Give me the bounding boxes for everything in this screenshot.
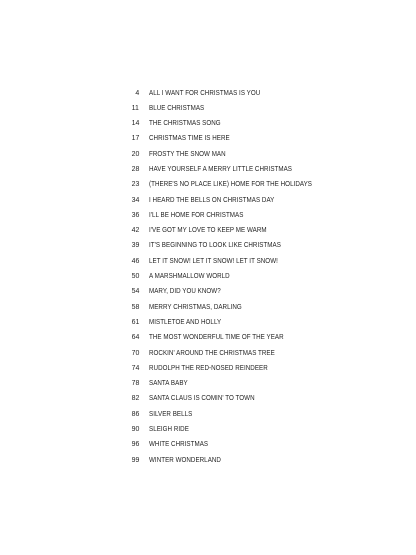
song-title: MISTLETOE AND HOLLY (149, 316, 222, 326)
song-title: I HEARD THE BELLS ON CHRISTMAS DAY (149, 194, 275, 204)
toc-entry (0, 100, 416, 115)
song-title: WHITE CHRISTMAS (149, 439, 209, 449)
page-number: 61 (131, 316, 139, 326)
song-title: I'LL BE HOME FOR CHRISTMAS (149, 209, 244, 219)
page-number: 23 (131, 179, 139, 189)
toc-entry (0, 345, 416, 360)
toc-entry (0, 406, 416, 421)
song-title: THE CHRISTMAS SONG (149, 118, 221, 128)
song-title: A MARSHMALLOW WORLD (149, 271, 230, 281)
page-number: 34 (131, 194, 139, 204)
song-title: SANTA CLAUS IS COMIN' TO TOWN (149, 393, 255, 403)
toc-entry (0, 390, 416, 405)
song-title: MERRY CHRISTMAS, DARLING (149, 301, 242, 311)
page-number: 90 (131, 424, 139, 434)
page-number: 58 (131, 301, 139, 311)
page-number: 82 (131, 393, 139, 403)
page-number: 99 (131, 454, 139, 464)
song-title: IT'S BEGINNING TO LOOK LIKE CHRISTMAS (149, 240, 281, 250)
song-title: CHRISTMAS TIME IS HERE (149, 133, 230, 143)
page-number: 42 (131, 225, 139, 235)
song-title: I'VE GOT MY LOVE TO KEEP ME WARM (149, 225, 267, 235)
toc-entry (0, 314, 416, 329)
song-title: MARY, DID YOU KNOW? (149, 286, 221, 296)
page-number: 28 (131, 163, 139, 173)
toc-entry (0, 421, 416, 436)
toc-entry (0, 192, 416, 207)
toc-entry (0, 176, 416, 191)
page-number: 46 (131, 255, 139, 265)
toc-entry (0, 207, 416, 222)
toc-entry (0, 329, 416, 344)
toc-entry (0, 360, 416, 375)
table-of-contents (0, 85, 416, 467)
song-title: SANTA BABY (149, 378, 188, 388)
page-number: 17 (131, 133, 139, 143)
page-number: 11 (131, 102, 139, 112)
song-title: FROSTY THE SNOW MAN (149, 148, 226, 158)
song-title: (THERE'S NO PLACE LIKE) HOME FOR THE HOLIDAYS (149, 179, 313, 189)
page-number: 4 (135, 87, 139, 97)
page-number: 86 (131, 408, 139, 418)
page-number: 96 (131, 439, 139, 449)
toc-entry (0, 115, 416, 130)
page-number: 36 (131, 209, 139, 219)
toc-entry (0, 268, 416, 283)
song-title: SILVER BELLS (149, 408, 193, 418)
page-number: 64 (131, 332, 139, 342)
toc-entry (0, 85, 416, 100)
toc-entry (0, 436, 416, 451)
song-title: ROCKIN' AROUND THE CHRISTMAS TREE (149, 347, 275, 357)
page-number: 54 (131, 286, 139, 296)
song-title: THE MOST WONDERFUL TIME OF THE YEAR (149, 332, 284, 342)
page-number: 78 (131, 378, 139, 388)
toc-entry (0, 146, 416, 161)
toc-entry (0, 237, 416, 252)
toc-entry (0, 283, 416, 298)
toc-entry (0, 299, 416, 314)
toc-entry (0, 452, 416, 467)
toc-entry (0, 130, 416, 145)
page-number: 20 (131, 148, 139, 158)
song-title: HAVE YOURSELF A MERRY LITTLE CHRISTMAS (149, 163, 292, 173)
toc-entry (0, 375, 416, 390)
page-number: 74 (131, 362, 139, 372)
toc-entry (0, 253, 416, 268)
song-title: BLUE CHRISTMAS (149, 102, 205, 112)
song-title: LET IT SNOW! LET IT SNOW! LET IT SNOW! (149, 255, 278, 265)
toc-entry (0, 161, 416, 176)
page-number: 50 (131, 271, 139, 281)
song-title: ALL I WANT FOR CHRISTMAS IS YOU (149, 87, 261, 97)
song-title: RUDOLPH THE RED-NOSED REINDEER (149, 362, 268, 372)
toc-entry (0, 222, 416, 237)
page-number: 39 (131, 240, 139, 250)
song-title: WINTER WONDERLAND (149, 454, 221, 464)
song-title: SLEIGH RIDE (149, 424, 189, 434)
page-number: 14 (131, 118, 139, 128)
page-number: 70 (131, 347, 139, 357)
